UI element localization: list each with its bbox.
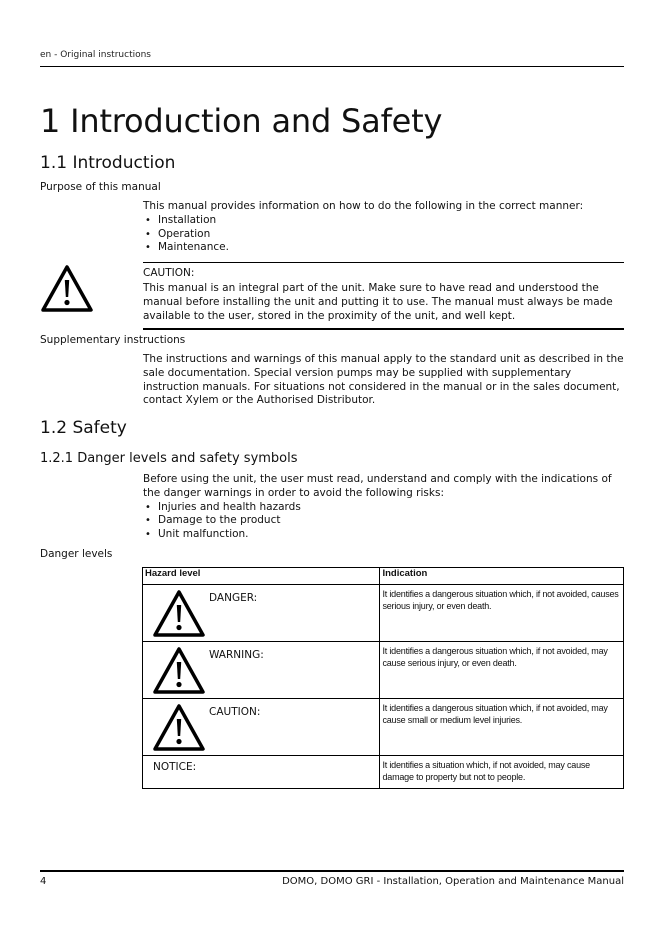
column-header-indication: Indication [380, 568, 624, 585]
list-item: • Injuries and health hazards [143, 501, 624, 515]
header-rule [40, 66, 624, 67]
safety-intro-block [143, 473, 624, 542]
page-number: 4 [40, 876, 47, 887]
hazard-level-table [142, 567, 624, 789]
supplementary-label: Supplementary instructions [40, 334, 186, 346]
warning-triangle-icon [152, 646, 206, 696]
table-row [143, 585, 624, 642]
table-row [143, 642, 624, 699]
list-item: • Unit malfunction. [143, 528, 624, 542]
caution-label: CAUTION: [143, 267, 195, 279]
list-item: • Installation [143, 214, 624, 228]
hazard-level-label: DANGER: [209, 592, 258, 604]
purpose-list [143, 214, 624, 255]
subsection-title-danger-levels: 1.2.1 Danger levels and safety symbols [40, 451, 298, 466]
caution-text: This manual is an integral part of the unit. Make sure to have read and understood the manual before installing the unit and putting it to use. The manual must always be made available to the user, stored in the proximity of the unit, and well kept. [143, 282, 613, 322]
hazard-level-label: WARNING: [209, 649, 264, 661]
list-item: • Operation [143, 228, 624, 242]
table-header-row [143, 568, 624, 585]
indication-cell: It identifies a dangerous situation which, if not avoided, may cause serious injury, or even death. [380, 642, 624, 699]
footer-title: DOMO, DOMO GRI - Installation, Operation and Maintenance Manual [282, 876, 624, 887]
hazard-level-cell [143, 585, 380, 642]
table-row [143, 756, 624, 789]
danger-levels-label: Danger levels [40, 548, 113, 560]
indication-cell: It identifies a situation which, if not avoided, may cause damage to property but not to people. [380, 756, 624, 789]
column-header-hazard-level: Hazard level [143, 568, 380, 585]
purpose-text: This manual provides information on how to do the following in the correct manner: [143, 200, 584, 212]
list-item: • Maintenance. [143, 241, 624, 255]
purpose-block [143, 200, 624, 255]
list-item: • Damage to the product [143, 514, 624, 528]
indication-cell: It identifies a dangerous situation which, if not avoided, may cause small or medium level injuries. [380, 699, 624, 756]
hazard-level-cell [143, 642, 380, 699]
running-header: en - Original instructions [40, 50, 151, 60]
safety-intro-text: Before using the unit, the user must read, understand and comply with the indications of the danger warnings in order to avoid the following risks: [143, 473, 612, 499]
chapter-title: 1 Introduction and Safety [40, 102, 443, 140]
warning-triangle-icon [40, 264, 94, 314]
purpose-label: Purpose of this manual [40, 181, 161, 193]
hazard-level-label: CAUTION: [209, 706, 261, 718]
warning-triangle-icon [152, 589, 206, 639]
warning-triangle-icon [152, 703, 206, 753]
table-row [143, 699, 624, 756]
hazard-level-cell [143, 699, 380, 756]
caution-notice [143, 262, 624, 330]
section-title-safety: 1.2 Safety [40, 418, 127, 438]
supplementary-text: The instructions and warnings of this manual apply to the standard unit as described in the sale documentation. Special version pumps may be supplied with supplementary instruction manuals. For situations not considered in the manual or in the sales document, contact Xylem or the Authorised Distributor. [143, 353, 624, 407]
footer-rule [40, 870, 624, 872]
hazard-level-cell [143, 756, 380, 789]
indication-cell: It identifies a dangerous situation which, if not avoided, causes serious injury, or even death. [380, 585, 624, 642]
risk-list [143, 501, 624, 542]
hazard-level-label: NOTICE: [153, 761, 197, 773]
section-title-introduction: 1.1 Introduction [40, 153, 176, 173]
